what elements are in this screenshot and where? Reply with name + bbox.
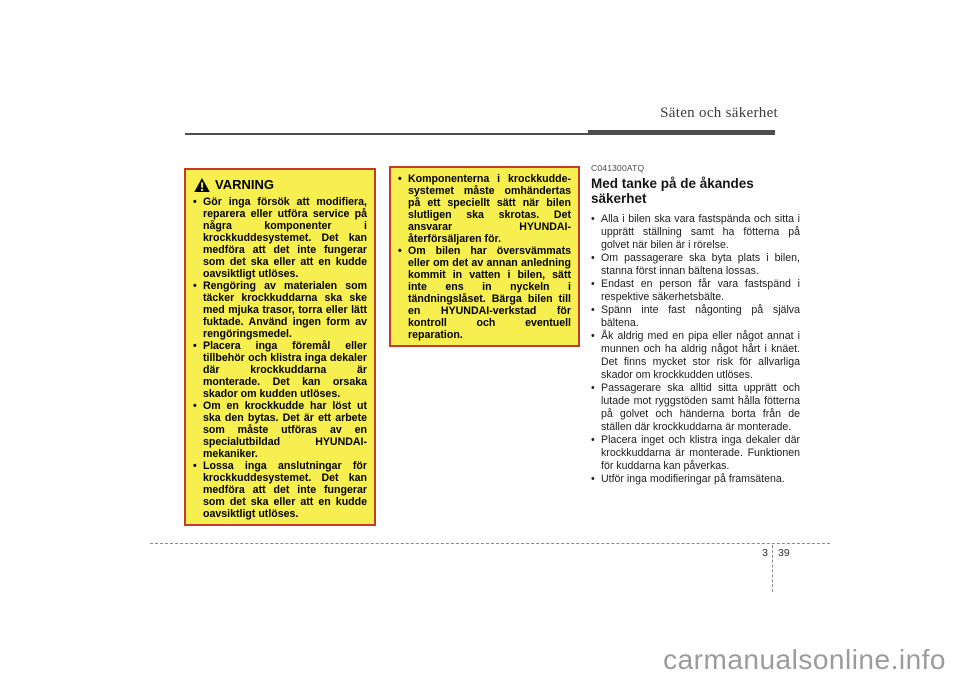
section-column [591, 163, 800, 486]
warning-item-text: Om bilen har översvämmats eller om det av annan anledning kommit in vatten i bilen, sätt inte ens in nyckeln i tändningslåset. Bärga bilen till en HYUNDAI-verkstad för kontroll och eventuell reparation. [408, 245, 571, 341]
warning-triangle-icon [194, 178, 210, 192]
warning-list-item [193, 460, 367, 520]
warning-list-item [398, 245, 571, 341]
section-list-item [591, 330, 800, 382]
section-list-item [591, 252, 800, 278]
section-item-text: Placera inget och klistra inga dekaler där krockkuddarna är monterade. Funktionen för kuddarna kan påverkas. [601, 434, 800, 472]
section-list-item [591, 213, 800, 252]
section-item-text: Passagerare ska alltid sitta upprätt och lutade mot ryggstöden samt hålla fötterna på golvet och händerna borta från de ställen där krockkuddarna är monterade. [601, 382, 800, 433]
section-list-item [591, 278, 800, 304]
section-list-item [591, 382, 800, 434]
bullet-icon [591, 473, 601, 486]
section-item-text: Endast en person får vara fastspänd i respektive säkerhetsbälte. [601, 278, 800, 303]
watermark: carmanualsonline.info [663, 644, 946, 675]
bullet-icon [193, 340, 203, 400]
header-rule-thick [588, 130, 775, 135]
warning-title-label: VARNING [215, 177, 274, 192]
warning-item-text: Komponenterna i krockkudde-systemet måste omhändertas på ett speciellt sätt när bilen slutligen ska skrotas. Det ansvarar HYUNDAI-återförsäljaren för. [408, 173, 571, 245]
warning-list-item [193, 340, 367, 400]
warning-list-item [398, 173, 571, 245]
bullet-icon [591, 304, 601, 330]
warning-box-2 [389, 166, 580, 347]
warning-item-text: Gör inga försök att modifiera, reparera eller utföra service på några komponenter i krockkuddesystemet. Det kan medföra att det inte fungerar som det ska eller att en kudde oavsiktligt utlöses. [203, 196, 367, 280]
bullet-icon [193, 196, 203, 280]
bullet-icon [398, 173, 408, 245]
warning-box-1 [184, 168, 376, 526]
footer-dashed-rule [150, 543, 830, 544]
warning-item-text: Lossa inga anslutningar för krockkuddesystemet. Det kan medföra att det inte fungerar som det ska eller att en kudde oavsiktligt utlöses. [203, 460, 367, 520]
warning-list-item [193, 280, 367, 340]
bullet-icon [591, 278, 601, 304]
section-list-item [591, 473, 800, 486]
header-rule-thin [185, 133, 588, 135]
section-item-text: Spänn inte fast någonting på själva bältena. [601, 304, 800, 329]
warning-list-item [193, 400, 367, 460]
section-item-text: Om passagerare ska byta plats i bilen, stanna först innan bältena lossas. [601, 252, 800, 277]
bullet-icon [398, 245, 408, 341]
bullet-icon [591, 434, 601, 473]
section-list-item [591, 304, 800, 330]
section-item-text: Utför inga modifieringar på framsätena. [601, 473, 785, 485]
bullet-icon [591, 330, 601, 382]
warning-item-text: Om en krockkudde har löst ut ska den bytas. Det är ett arbete som måste utföras av en specialutbildad HYUNDAI-mekaniker. [203, 400, 367, 460]
warning-item-text: Rengöring av materialen som täcker krockkuddarna ska ske med mjuka trasor, torra eller lätt fuktade. Använd ingen form av rengöringsmedel. [203, 280, 367, 340]
bullet-icon [591, 382, 601, 434]
warning-list-1 [193, 196, 367, 520]
warning-list-item [193, 196, 367, 280]
footer-section-number: 3 [762, 547, 768, 559]
section-list [591, 213, 800, 486]
section-list-item [591, 434, 800, 473]
section-item-text: Åk aldrig med en pipa eller något annat i munnen och ha aldrig något hårt i knäet. Det finns mycket stor risk för allvarliga skador om krockkudden utlöses. [601, 330, 800, 381]
footer-vertical-dashed-rule [772, 545, 773, 592]
bullet-icon [591, 213, 601, 252]
warning-item-text: Placera inga föremål eller tillbehör och klistra inga dekaler där krockkuddarna är monterade. Det kan orsaka skador om kudden utlöses. [203, 340, 367, 400]
bullet-icon [193, 460, 203, 520]
warning-list-2 [398, 173, 571, 341]
page-title: Säten och säkerhet [660, 105, 778, 121]
bullet-icon [193, 400, 203, 460]
bullet-icon [193, 280, 203, 340]
section-heading: Med tanke på de åkandes säkerhet [591, 176, 754, 206]
footer-page-number: 39 [778, 547, 790, 559]
section-item-text: Alla i bilen ska vara fastspända och sitta i upprätt ställning samt ha fötterna på golvet när bilen är i rörelse. [601, 213, 800, 251]
bullet-icon [591, 252, 601, 278]
warning-box-title [194, 177, 367, 192]
section-code: C041300ATQ [591, 163, 645, 173]
